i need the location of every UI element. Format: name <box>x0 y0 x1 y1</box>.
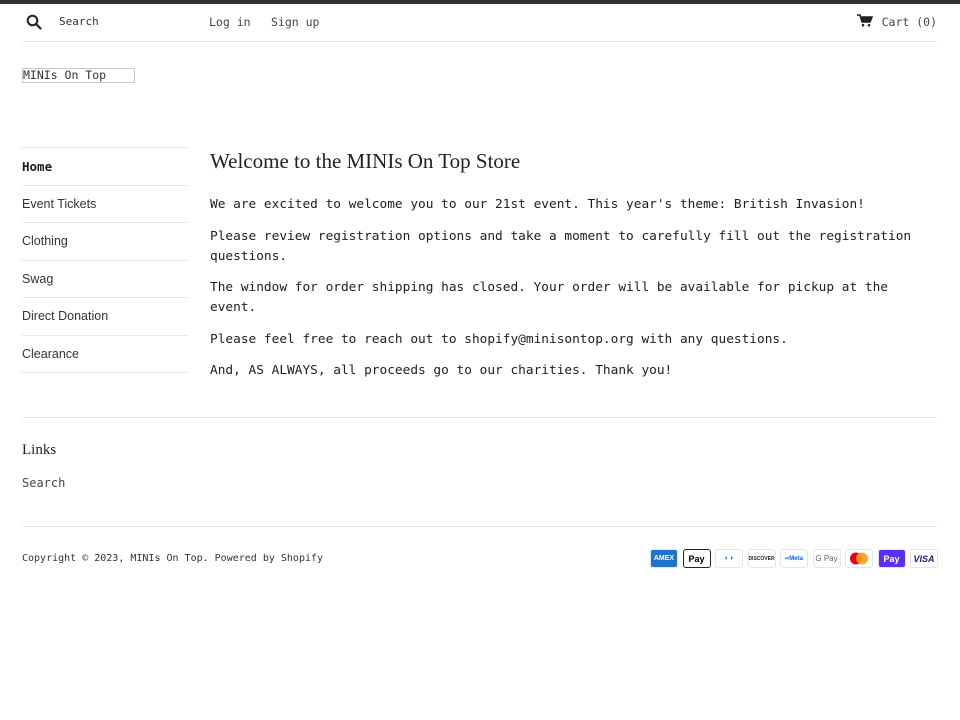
footer-links-title: Links <box>22 442 57 458</box>
sidebar-item-home[interactable]: Home <box>22 147 188 185</box>
search-icon[interactable] <box>26 14 42 30</box>
search-input[interactable]: Search <box>59 15 99 28</box>
page-title: Welcome to the MINIs On Top Store <box>210 149 521 173</box>
main-content <box>210 148 938 393</box>
discover-icon: DISCOVER <box>748 549 776 568</box>
sidebar-item-clearance[interactable]: Clearance <box>22 335 188 373</box>
footer-divider <box>22 526 937 527</box>
sidebar-item-event-tickets[interactable]: Event Tickets <box>22 185 188 223</box>
apple-pay-icon: Pay <box>683 549 711 568</box>
footer-search-link[interactable]: Search <box>22 476 66 490</box>
cart-label: Cart (0) <box>881 15 937 29</box>
footer-divider <box>22 417 937 418</box>
payment-icons <box>650 549 938 568</box>
contact-paragraph: Please feel free to reach out to shopify@minisontop.org with any questions. <box>210 331 788 347</box>
sidebar-item-clothing[interactable]: Clothing <box>22 222 188 260</box>
mastercard-icon <box>845 549 873 568</box>
cart-icon <box>857 14 873 30</box>
cart-link[interactable] <box>857 14 937 30</box>
google-pay-icon: G Pay <box>813 549 841 568</box>
site-header <box>22 4 937 42</box>
sidebar-item-direct-donation[interactable]: Direct Donation <box>22 297 188 335</box>
signup-link[interactable]: Sign up <box>271 15 320 29</box>
login-link[interactable]: Log in <box>209 15 251 29</box>
registration-paragraph: Please review registration options and take a moment to carefully fill out the registration questions. <box>210 228 912 264</box>
charity-paragraph: And, AS ALWAYS, all proceeds go to our charities. Thank you! <box>210 363 673 378</box>
sidebar-item-swag[interactable]: Swag <box>22 260 188 298</box>
copyright-text: Copyright © 2023, MINIs On Top. Powered by Shopify <box>22 553 324 564</box>
sidebar-nav <box>22 147 188 373</box>
shipping-paragraph: The window for order shipping has closed. Your order will be available for pickup at the event. <box>210 280 888 315</box>
meta-pay-icon: ∞Meta <box>780 549 808 568</box>
visa-icon: VISA <box>910 549 938 568</box>
shop-pay-icon: Pay <box>878 549 906 568</box>
sidebar-divider <box>22 372 188 373</box>
amex-icon: AMEX <box>650 549 678 568</box>
welcome-paragraph: We are excited to welcome you to our 21st event. This year's theme: British Invasion! <box>210 197 865 212</box>
diners-club-icon: ◐◑ <box>715 549 743 568</box>
store-logo[interactable]: MINIs On Top <box>22 68 135 83</box>
